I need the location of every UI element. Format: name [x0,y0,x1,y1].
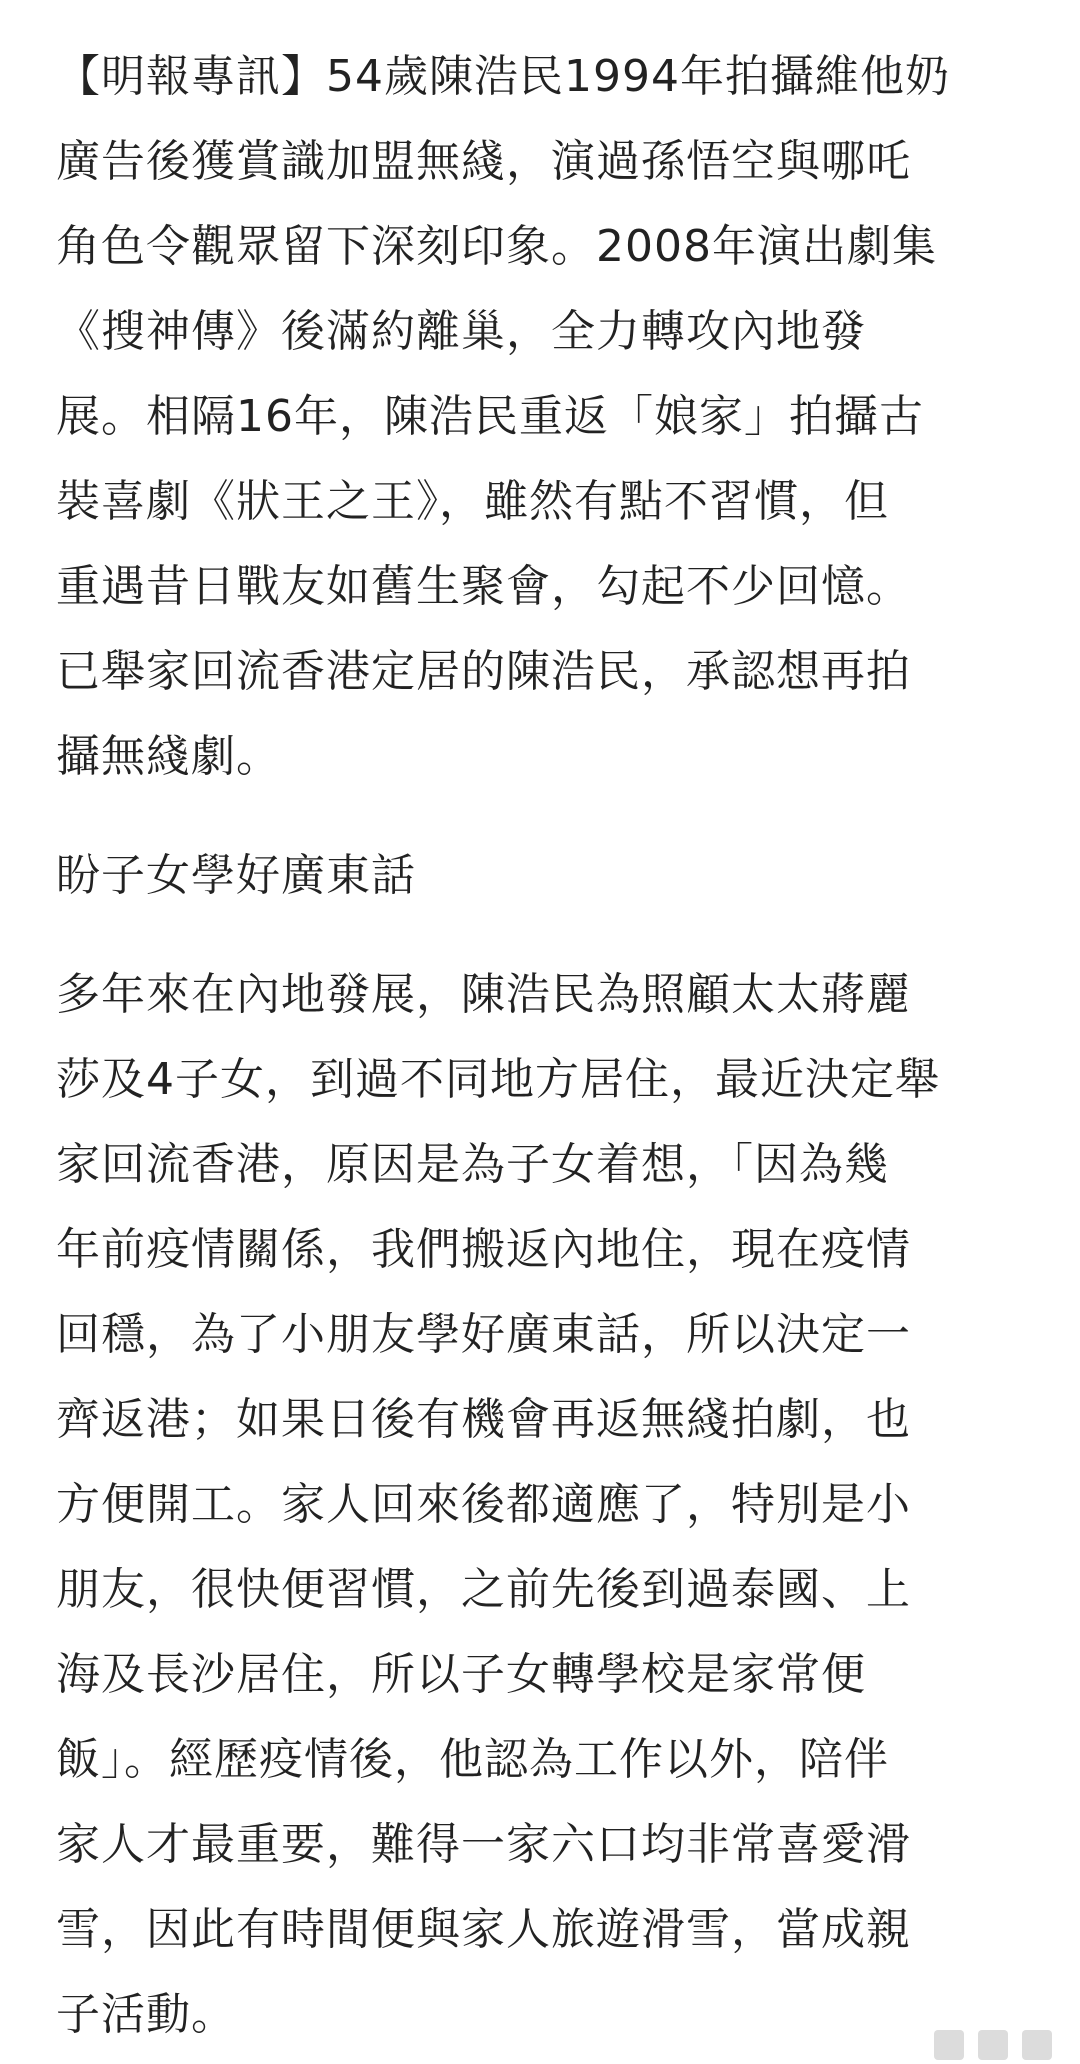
watermark-block [934,2030,964,2060]
text-line: 家回流香港，原因是為子女着想，「因為幾 [56,1139,889,1190]
watermark-logo [934,2030,1052,2060]
text-line: 子活動。 [56,1989,236,2040]
text-line: 【明報專訊】54歲陳浩民1994年拍攝維他奶 [56,51,950,102]
text-line: 重遇昔日戰友如舊生聚會，勾起不少回憶。 [56,561,911,612]
text-line: 多年來在內地發展，陳浩民為照顧太太蔣麗 [56,969,911,1020]
text-line: 朋友，很快便習慣，之前先後到過泰國、上 [56,1564,911,1615]
watermark-block [978,2030,1008,2060]
article-paragraph-body [56,952,1016,2057]
text-line: 年前疫情關係，我們搬返內地住，現在疫情 [56,1224,911,1275]
text-line: 《搜神傳》後滿約離巢，全力轉攻內地發 [56,306,866,357]
text-line: 展。相隔16年，陳浩民重返「娘家」拍攝古 [56,391,924,442]
text-line: 廣告後獲賞識加盟無綫，演過孫悟空與哪吒 [56,136,911,187]
text-line: 方便開工。家人回來後都適應了，特別是小 [56,1479,911,1530]
text-line: 已舉家回流香港定居的陳浩民，承認想再拍 [56,646,911,697]
text-line: 家人才最重要，難得一家六口均非常喜愛滑 [56,1819,911,1870]
article-body [56,34,1016,2057]
section-subheading: 盼子女學好廣東話 [56,850,416,901]
watermark-block [1022,2030,1052,2060]
text-line: 海及長沙居住，所以子女轉學校是家常便 [56,1649,866,1700]
text-line: 莎及4子女，到過不同地方居住，最近決定舉 [56,1054,940,1105]
text-line: 裝喜劇《狀王之王》，雖然有點不習慣，但 [56,476,889,527]
article-paragraph-intro [56,34,1016,799]
text-line: 齊返港；如果日後有機會再返無綫拍劇，也 [56,1394,911,1445]
text-line: 飯」。經歷疫情後，他認為工作以外，陪伴 [56,1734,889,1785]
text-line: 角色令觀眾留下深刻印象。2008年演出劇集 [56,221,937,272]
text-line: 攝無綫劇。 [56,731,281,782]
text-line: 回穩，為了小朋友學好廣東話，所以決定一 [56,1309,911,1360]
text-line: 雪，因此有時間便與家人旅遊滑雪，當成親 [56,1904,911,1955]
